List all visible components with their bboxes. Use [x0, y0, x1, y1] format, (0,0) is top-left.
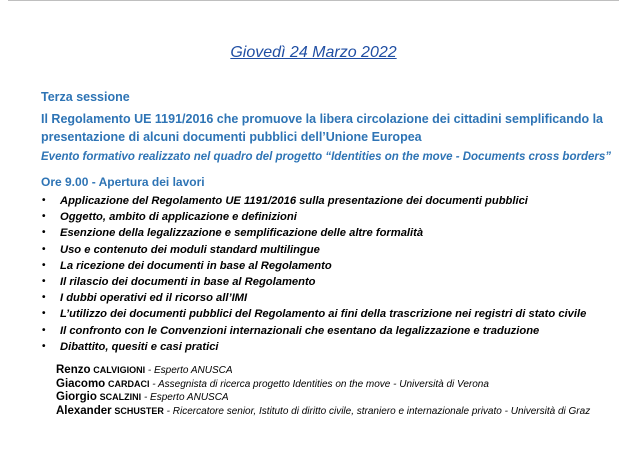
agenda-item — [41, 225, 611, 241]
speakers-list — [56, 364, 616, 418]
agenda-item — [41, 242, 611, 258]
session-title: Il Regolamento UE 1191/2016 che promuove la libera circolazione dei cittadini semplificando la presentazione di alcuni documenti pubblici dell’Unione Europea — [41, 112, 603, 144]
bullet-icon: • — [42, 324, 46, 336]
bullet-icon: • — [42, 195, 46, 206]
agenda-item-text: Il rilascio dei documenti in base al Regolamento — [60, 275, 316, 288]
agenda-item — [41, 193, 611, 209]
bullet-icon: • — [42, 292, 46, 304]
bullet-icon: • — [42, 259, 46, 271]
agenda-item — [41, 339, 611, 355]
speaker-role: - Ricercatore senior, Istituto di diritto civile, straniero e internazionale privato - Università di Graz — [163, 405, 591, 417]
speaker-entry — [56, 391, 616, 405]
agenda-item — [41, 306, 611, 322]
speaker-first-name: Giorgio — [56, 391, 97, 403]
opening-time: Ore 9.00 - Apertura dei lavori — [41, 175, 205, 189]
speaker-role: - Esperto ANUSCA — [141, 392, 229, 403]
bullet-icon: • — [42, 227, 46, 239]
speaker-entry — [56, 364, 616, 378]
speaker-role: - Esperto ANUSCA — [145, 365, 233, 376]
speaker-entry — [56, 378, 616, 392]
agenda-item-text: L’utilizzo dei documenti pubblici del Regolamento ai fini della trascrizione nei registri di stato civile — [60, 308, 587, 321]
agenda-item-text: Oggetto, ambito di applicazione e definizioni — [60, 211, 297, 224]
agenda-item — [41, 274, 611, 290]
bullet-icon: • — [42, 275, 46, 287]
speaker-first-name: Giacomo — [56, 377, 106, 390]
agenda-item — [41, 323, 611, 339]
agenda-item-text: La ricezione dei documenti in base al Regolamento — [60, 259, 332, 272]
page-date-heading: Giovedì 24 Marzo 2022 — [230, 44, 397, 61]
agenda-item — [41, 290, 611, 306]
agenda-item-text: Esenzione della legalizzazione e semplificazione delle altre formalità — [60, 227, 424, 240]
speaker-last-name: SCHUSTER — [114, 405, 164, 416]
speaker-role: - Assegnista di ricerca progetto Identities on the move - Università di Verona — [149, 378, 489, 390]
agenda-list — [41, 193, 611, 355]
bullet-icon: • — [42, 211, 46, 223]
speaker-first-name: Renzo — [56, 364, 91, 376]
bullet-icon: • — [42, 308, 46, 320]
agenda-item-text: Il confronto con le Convenzioni internazionali che esentano da legalizzazione e traduzione — [60, 324, 540, 337]
speaker-last-name: SCALZINI — [99, 392, 142, 402]
event-note: Evento formativo realizzato nel quadro del progetto “Identities on the move - Documents cross borders” — [41, 151, 611, 163]
bullet-icon: • — [42, 340, 46, 352]
agenda-item-text: Uso e contenuto dei moduli standard multilingue — [60, 243, 320, 256]
agenda-item-text: Applicazione del Regolamento UE 1191/2016 sulla presentazione dei documenti pubblici — [60, 195, 528, 207]
session-label: Terza sessione — [41, 90, 130, 104]
agenda-item-text: I dubbi operativi ed il ricorso all’IMI — [60, 292, 248, 305]
speaker-first-name: Alexander — [56, 404, 112, 417]
speaker-last-name: CALVIGIONI — [93, 365, 146, 375]
speaker-entry — [56, 405, 616, 419]
speaker-last-name: CARDACI — [108, 378, 150, 389]
agenda-item-text: Dibattito, quesiti e casi pratici — [60, 340, 219, 353]
page-top-border — [8, 0, 619, 1]
agenda-item — [41, 209, 611, 225]
agenda-item — [41, 258, 611, 274]
bullet-icon: • — [42, 243, 46, 255]
